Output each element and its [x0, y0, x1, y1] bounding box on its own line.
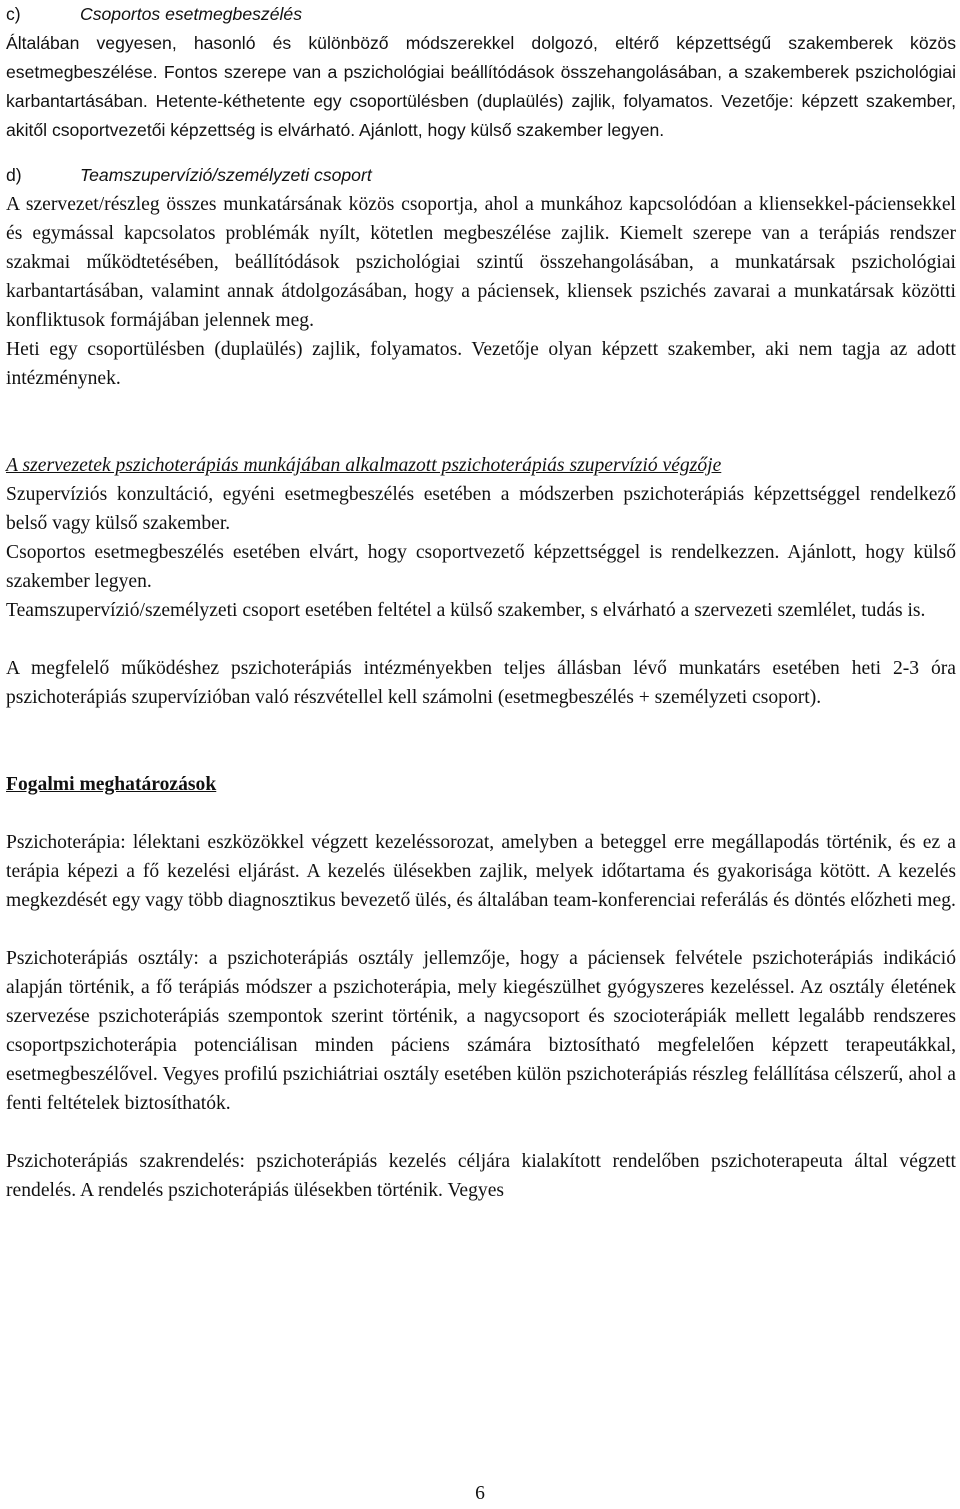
document-page [6, 0, 956, 1205]
section-d-title: Teamszupervízió/személyzeti csoport [80, 165, 372, 185]
section-d-body2: Heti egy csoportülésben (duplaülés) zajlik, folyamatos. Vezetője olyan képzett szakember, aki nem tagja az adott intézménynek. [6, 339, 956, 389]
page-number: 6 [475, 1483, 485, 1504]
section-c [6, 0, 956, 145]
definition-psychotherapy-ward: Pszichoterápiás osztály: a pszichoterápiás osztály jellemzője, hogy a páciensek felvétele pszichoterápiás indikáció alapján történik, a fő terápiás módszer a pszichoterápia, mely kiegészülhet gyógyszeres kezeléssel. Az osztály életének szervezése pszichoterápiás szempontok szerint történik, a nagycsoport és szocioterápiák mellett legalább rendszeres csoportpszichoterápia potenciálisan minden páciens számára biztosítható megfelelően képzett terapeutákkal, esetmegbeszélővel. Vegyes profilú pszichiátriai osztály esetében külön pszichoterápiás részleg felállítása célszerű, ahol a fenti feltételek biztosíthatók. [6, 948, 956, 1114]
section-d-heading [6, 161, 956, 190]
section-c-label: c) [6, 4, 21, 24]
section-c-body: Általában vegyesen, hasonló és különböző módszerekkel dolgozó, eltérő képzettségű szakemberek közös esetmegbeszélése. Fontos szerepe van a pszichológiai beállítódások összehangolásában, a szakemberek pszichológiai karbantartásában. Hetente-kéthetente egy csoportülésben (duplaülés) zajlik, folyamatos. Vezetője: képzett szakember, akitől csoportvezetői képzettség is elvárható. Ajánlott, hogy külső szakember legyen. [6, 33, 956, 140]
supervisor-paragraph-1: Szupervíziós konzultáció, egyéni esetmegbeszélés esetében a módszerben pszichoterápiás képzettséggel rendelkező belső vagy külső szakember. [6, 484, 956, 534]
section-d [6, 161, 956, 190]
definition-psychotherapy: Pszichoterápia: lélektani eszközökkel végzett kezeléssorozat, amelyben a beteggel erre megállapodás történik, és ez a terápia képezi a fő kezelési eljárást. A kezelés ülésekben zajlik, melyek időtartama és gyakorisága kötött. A kezelés megkezdését egy vagy több diagnosztikus bevezető ülés, és általában team-konferenciai referálás és döntés előzheti meg. [6, 832, 956, 911]
section-d-label: d) [6, 165, 22, 185]
definitions-title: Fogalmi meghatározások [6, 774, 217, 795]
supervisor-paragraph-2: Csoportos esetmegbeszélés esetében elvárt, hogy csoportvezető képzettséggel is rendelkezzen. Ajánlott, hogy külső szakember legyen. [6, 542, 956, 592]
definition-psychotherapy-clinic: Pszichoterápiás szakrendelés: pszichoterápiás kezelés céljára kialakított rendelőben pszichoterapeuta által végzett rendelés. A rendelés pszichoterápiás ülésekben történik. Vegyes [6, 1151, 956, 1201]
section-c-title: Csoportos esetmegbeszélés [80, 4, 302, 24]
section-d-body: A szervezet/részleg összes munkatársának közös csoportja, ahol a munkához kapcsolódóan a kliensekkel-páciensekkel és egymással kapcsolatos problémák nyílt, kötetlen megbeszélése zajlik. Kiemelt szerepe van a terápiás rendszer szakmai működtetésében, beállítódások pszichológiai szintű összehangolásában, a munkatársak pszichológiai karbantartásában, valamint annak átdolgozásában, hogy a páciensek, kliensek pszichés zavarai a munkatársak közötti konfliktusok formájában jelennek meg. [6, 194, 956, 331]
section-c-heading [6, 0, 956, 29]
supervisor-paragraph-3: Teamszupervízió/személyzeti csoport esetében feltétel a külső szakember, s elvárható a szervezeti szemlélet, tudás is. [6, 600, 926, 621]
supervisor-section [6, 451, 956, 712]
definitions-section [6, 770, 956, 1205]
supervisor-title: A szervezetek pszichoterápiás munkájában alkalmazott pszichoterápiás szupervízió végzője [6, 455, 722, 476]
supervisor-paragraph-4: A megfelelő működéshez pszichoterápiás intézményekben teljes állásban lévő munkatárs esetében heti 2-3 óra pszichoterápiás szupervízióban való részvétellel kell számolni (esetmegbeszélés + személyzeti csoport). [6, 658, 956, 708]
